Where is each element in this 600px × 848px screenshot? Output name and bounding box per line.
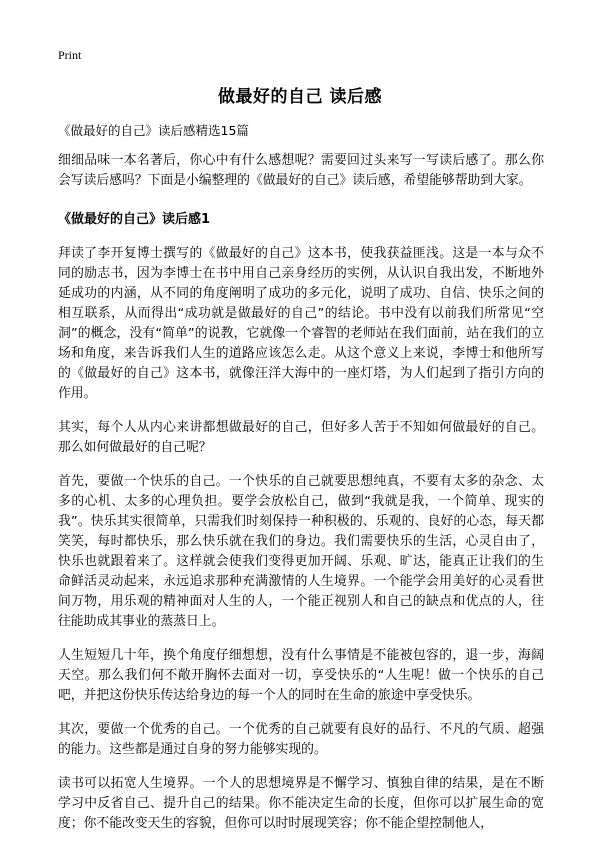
- body-paragraph-1: 拜读了李开复博士撰写的《做最好的自己》这本书，使我获益匪浅。这是一本与众不同的励志书，因为李博士在书中用自己亲身经历的实例，从认识自我出发，不断地外延成功的内涵，从不同的角度阐明了成功的多元化，说明了成功、自信、快乐之间的相互联系，从而得出“成功就是做最好的自己”的结论。书中没有以前我们所常见“空洞”的概念，没有“简单”的说教，它就像一个睿智的老师站在我们面前，站在我们的立场和角度，来告诉我们人生的道路应该怎么走。从这个意义上来说，李博士和他所写的《做最好的自己》这本书，就像汪洋大海中的一座灯塔，为人们起到了指引方向的作用。: [58, 246, 544, 401]
- page-subtitle: 《做最好的自己》读后感精选15篇: [58, 123, 249, 138]
- body-paragraph-5: 其次，要做一个优秀的自己。一个优秀的自己就要有良好的品行、不凡的气质、超强的能力。这些都是通过自身的努力能够实现的。: [58, 722, 544, 757]
- body-paragraph-3: 首先，要做一个快乐的自己。一个快乐的自己就要思想纯真，不要有太多的杂念、太多的心机、太多的心理负担。要学会放松自己，做到“我就是我，一个简单、现实的我”。快乐其实很简单，只需我们时刻保持一种积极的、乐观的、良好的心态，每天都笑笑，每时都快乐，那么快乐就在我们的身边。我们需要快乐的生活，心灵自由了，快乐也就跟着来了。这样就会使我们变得更加开阔、乐观、旷达，能真正让我们的生命鲜活灵动起来，永远追求那种充满激情的人生境界。一个能学会用美好的心灵看世间万物，用乐观的精神面对人生的人，一个能正视别人和自己的缺点和优点的人，往往能助成其事业的蒸蒸日上。: [58, 474, 544, 629]
- section-heading: 《做最好的自己》读后感1: [58, 212, 211, 227]
- body-paragraph-4: 人生短短几十年，换个角度仔细想想，没有什么事情是不能被包容的，退一步，海阔天空。那么我们何不敞开胸怀去面对一切，享受快乐的“人生呢！做一个快乐的自己吧，并把这份快乐传达给身边的每一个人的同时在生命的旅途中享受快乐。: [58, 648, 544, 703]
- body-paragraph-2: 其实，每个人从内心来讲都想做最好的自己，但好多人苦于不知如何做最好的自己。那么如何做最好的自己呢？: [58, 420, 544, 455]
- body-paragraph-6: 读书可以拓宽人生境界。一个人的思想境界是不懈学习、慎独自律的结果，是在不断学习中反省自己、提升自己的结果。你不能决定生命的长度，但你可以扩展生命的宽度；你不能改变天生的容貌，但你可以时时展现笑容；你不能企望控制他人，: [58, 776, 544, 831]
- page-title: 做最好的自己 读后感: [218, 87, 382, 107]
- article-body: [58, 151, 544, 848]
- intro-paragraph: 细细品味一本名著后，你心中有什么感想呢？需要回过头来写一写读后感了。那么你会写读后感吗？下面是小编整理的《做最好的自己》读后感，希望能够帮助到大家。: [58, 153, 544, 188]
- print-link[interactable]: Print: [58, 48, 82, 62]
